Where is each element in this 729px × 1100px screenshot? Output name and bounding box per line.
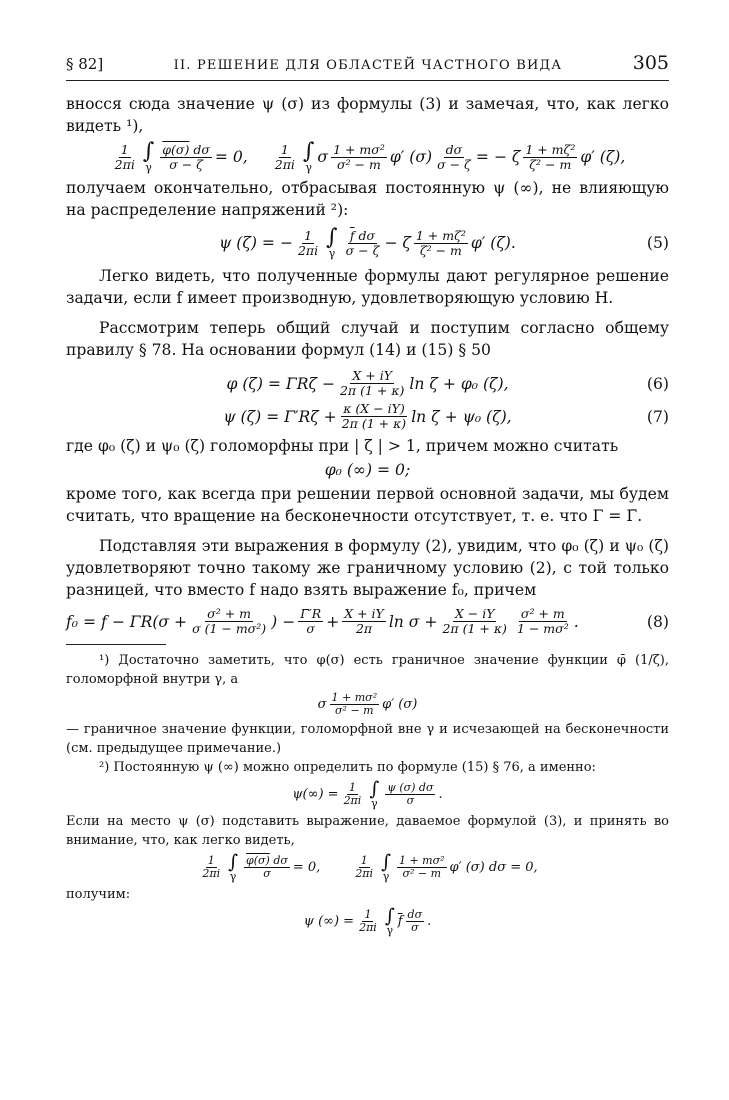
fn1-eq-text: φ′ (σ)	[382, 697, 418, 712]
page-header	[66, 52, 669, 81]
equation-7	[66, 402, 669, 431]
fn2-eq-lhs: ψ(∞) =	[292, 787, 339, 802]
paragraph-2: получаем окончательно, отбрасывая постоянную ψ (∞), не влияющую на распределение напряжений ²):	[66, 179, 669, 219]
page-number: 305	[632, 52, 669, 74]
fn2-eq2-mid: = 0,	[292, 860, 321, 875]
eq7-rhs: ln ζ + ψ₀ (ζ),	[411, 407, 512, 426]
fn2-eq3-lhs: ψ (∞) =	[303, 914, 355, 929]
section-ref: § 82]	[66, 55, 104, 73]
footnote-2-equation-3: ψ (∞) = $\frac{1}{2\pi i}$ ∫ γ $\overline{f}$ $\frac{d\sigma}{\sigma}$ .	[303, 905, 432, 937]
eq5-lhs: ψ (ζ) = −	[219, 234, 293, 252]
footnote-1-continued: — граничное значение функции, голоморфной вне γ и исчезающей на бесконечности (см. предыдущее примечание.)	[66, 722, 669, 756]
eq7-number: (7)	[646, 407, 669, 426]
eq-a-right: φ′ (ζ),	[580, 148, 626, 166]
footnote-2: ²) Постоянную ψ (∞) можно определить по формуле (15) § 76, а именно:	[99, 760, 596, 775]
footnote-2-equation: ψ(∞) = $\frac{1}{2\pi i}$ ∫ γ $\frac{\psi (\sigma) d\sigma}{\sigma}$ .	[292, 778, 443, 810]
eq6-frac-den: 2π (1 + κ)	[339, 383, 405, 398]
eq7-frac-den: 2π (1 + κ)	[341, 416, 407, 431]
footnote-1-equation: σ $\frac{\text{1 + mσ²}}{\text{σ² − m}}$ φ′ (σ)	[317, 691, 418, 717]
footnotes	[66, 651, 669, 936]
paragraph-7: Подставляя эти выражения в формулу (2), увидим, что φ₀ (ζ) и ψ₀ (ζ) удовлетворяют точно такому же граничному условию (2), с той только разницей, что вместо f надо взять выражение f₀, причем	[66, 537, 669, 599]
page	[66, 52, 669, 939]
paragraph-1: вносся сюда значение ψ (σ) из формулы (3) и замечая, что, как легко видеть ¹),	[66, 95, 669, 135]
eq6-rhs: ln ζ + φ₀ (ζ),	[409, 374, 509, 393]
eq8-number: (8)	[646, 612, 669, 631]
equation-phi0	[66, 461, 669, 479]
running-title: II. РЕШЕНИЕ ДЛЯ ОБЛАСТЕЙ ЧАСТНОГО ВИДА	[173, 58, 563, 73]
eq5-rhs: φ′ (ζ).	[470, 234, 516, 252]
footnote-divider	[66, 644, 166, 645]
eq5-number: (5)	[646, 234, 669, 252]
paragraph-6: кроме того, как всегда при решении первой основной задачи, мы будем считать, что вращение на бесконечности отсутствует, т. е. что Γ = Γ̄.	[66, 485, 669, 525]
eq-a-left: = 0,	[214, 148, 248, 166]
eq-phi0-text: φ₀ (∞) = 0;	[324, 461, 411, 479]
paragraph-3: Легко видеть, что полученные формулы дают регулярное решение задачи, если f имеет производную, удовлетворяющую условию H.	[66, 267, 669, 307]
eq7-lhs: ψ (ζ) = Γ′Rζ +	[223, 407, 337, 426]
equation-a: $\frac{1}{2\pi i}$ ∫ γ $\frac{\varphi(\sigma) d\sigma}{\sigma - \zeta}$ = 0, $\frac{1}{2\pi i}$ ∫ γ σ $\frac{\text{1 + mσ²}}{\text{σ² − m}}$ φ′ (σ) $\frac{d\sigma}{\sigma - \zeta}$ = − ζ $\frac{\text{1 + mζ²}}{\text{ζ² − m}}$ φ′ (ζ),	[114, 139, 626, 174]
fn2-eq2-right: φ′ (σ) dσ = 0,	[449, 860, 538, 875]
equation-6	[66, 369, 669, 398]
eq8-lhs: f₀ = f − ΓR(σ +	[66, 612, 188, 631]
footnote-1: ¹) Достаточно заметить, что φ(σ) есть граничное значение функции φ̄ (1/ζ), голоморфной внутри γ, а	[66, 653, 669, 687]
eq6-lhs: φ (ζ) = ΓRζ −	[226, 374, 335, 393]
paragraph-5: где φ₀ (ζ) и ψ₀ (ζ) голоморфны при | ζ | > 1, причем можно считать	[66, 437, 619, 455]
footnote-2-equation-2: $\frac{1}{2\pi i}$ ∫ γ $\frac{\varphi(\sigma) d\sigma}{\sigma}$ = 0, $\frac{1}{2\pi i}$ ∫ γ $\frac{\text{1 + mσ²}}{\text{σ² − m}}$ φ′ (σ) dσ = 0,	[202, 851, 538, 883]
footnote-2-continued: Если на место ψ (σ) подставить выражение, даваемое формулой (3), и принять во внимание, что, как легко видеть,	[66, 814, 669, 848]
equation-8: f₀ = f − ΓR(σ + $\frac{\text{σ² + m}}{\text{σ (1 − mσ²)}}$ ) − $\frac{\Gammā'R}{\sigma}$ + $\frac{X + iY}{2\pi}$ ln σ + $\frac{X - iY}{2\pi (1 + \kappa)}$ $\frac{\text{σ² + m}}{\text{1 − mσ²}}$ . (8)	[66, 606, 669, 636]
equation-5: ψ (ζ) = − $\frac{1}{2\pi i}$ ∫ γ $\frac{\overline{f} d\sigma}{\sigma - \zeta}$ − ζ $\frac{\text{1 + mζ²}}{\text{ζ² − m}}$ φ′ (ζ). (5)	[219, 225, 669, 260]
eq7-frac-num: κ (X − iY)	[343, 401, 405, 416]
footnote-2-get: получим:	[66, 887, 131, 902]
paragraph-4: Рассмотрим теперь общий случай и поступим согласно общему правилу § 78. На основании формул (14) и (15) § 50	[66, 319, 669, 359]
eq6-frac-num: X + iY	[352, 368, 392, 383]
eq6-number: (6)	[646, 374, 669, 393]
